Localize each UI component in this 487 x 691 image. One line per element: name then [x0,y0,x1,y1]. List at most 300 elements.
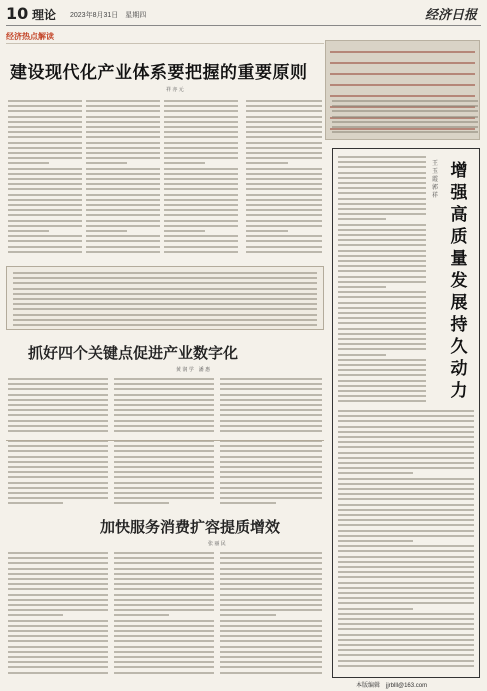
text-line [338,172,426,174]
text-line [114,609,214,611]
text-line [338,177,426,179]
text-line [86,230,127,232]
text-line [164,152,238,154]
text-line [246,209,322,211]
text-line [114,620,214,622]
text-line [114,383,214,385]
text-line [86,173,160,175]
text-line [220,656,322,658]
text-line [13,319,317,321]
text-line [246,178,322,180]
text-line [8,562,108,564]
text-line [8,583,108,585]
text-line [338,597,474,599]
text-line [114,562,214,564]
text-line [338,359,426,361]
text-line [164,246,238,248]
text-line [86,235,160,237]
text-line [13,272,317,274]
text-line [8,116,82,118]
text-line [338,281,426,283]
text-line [338,312,426,314]
text-line [338,420,474,422]
text-line [338,608,413,610]
text-line [8,599,108,601]
text-line [8,152,82,154]
text-line [338,276,426,278]
text-line [338,166,426,168]
text-line [220,552,322,554]
text-line [338,426,474,428]
text-line [164,142,238,144]
text-line [114,614,169,616]
text-line [8,568,108,570]
text-line [8,404,108,406]
text-line [164,131,238,133]
text-line [164,147,238,149]
text-line [338,488,474,490]
text-line [338,483,474,485]
text-line [338,364,426,366]
text-line [114,594,214,596]
text-line [8,625,108,627]
text-line [220,588,322,590]
text-line [338,550,474,552]
text-line [8,573,108,575]
text-line [164,178,238,180]
text-line [220,578,322,580]
text-line [8,383,108,385]
text-line [86,162,127,164]
text-line [330,73,475,75]
text-line [338,649,474,651]
text-line [246,162,288,164]
text-line [220,625,322,627]
text-line [338,530,474,532]
text-line [338,239,426,241]
text-line [338,198,426,200]
text-line [220,557,322,559]
article3-title: 加快服务消费扩容提质增效 [100,518,281,536]
section-name: 理论 [32,8,57,22]
text-line [164,157,238,159]
text-line [114,588,214,590]
text-line [338,156,426,158]
text-line [338,187,426,189]
text-line [338,286,386,288]
text-line [86,131,160,133]
text-line [338,374,426,376]
text-line [114,666,214,668]
text-line [338,472,413,474]
text-line [246,116,322,118]
article4-author: 王 玉 霞 郭 祥 [431,161,438,199]
text-line [8,235,82,237]
text-line [8,220,82,222]
text-line [338,224,426,226]
text-line [8,609,108,611]
text-line [338,582,474,584]
text-line [8,142,82,144]
text-line [8,162,49,164]
text-line [338,462,474,464]
text-line [164,100,238,102]
text-line [338,441,474,443]
text-line [338,302,426,304]
text-line [338,467,474,469]
text-line [246,251,322,253]
pull-quote-box [325,40,480,140]
text-line [338,192,426,194]
text-line [8,225,82,227]
text-line [246,183,322,185]
text-line [8,656,108,658]
text-line [8,230,49,232]
text-line [338,519,474,521]
text-line [338,380,426,382]
text-line [8,168,82,170]
text-line [220,651,322,653]
text-line [220,425,322,427]
text-line [8,620,108,622]
text-line [8,183,82,185]
text-line [8,388,108,390]
text-line [8,246,82,248]
article2-lead-box [6,266,324,330]
text-line [8,378,108,380]
text-line [86,168,160,170]
text-line [13,324,317,326]
text-line [246,157,322,159]
text-line [8,635,108,637]
text-line [246,214,322,216]
article3-author: 张 丽 民 [208,541,226,547]
text-line [330,128,475,130]
text-line [338,561,474,563]
text-line [114,656,214,658]
text-line [8,209,82,211]
text-line [8,136,82,138]
text-line [220,388,322,390]
text-line [8,173,82,175]
text-line [338,587,474,589]
text-line [338,161,426,163]
text-line [13,277,317,279]
text-line [332,105,478,107]
text-line [86,147,160,149]
text-line [164,121,238,123]
text-line [246,168,322,170]
text-line [164,220,238,222]
text-line [338,457,474,459]
text-line [338,576,474,578]
article1-title: 建设现代化产业体系要把握的重要原则 [10,63,308,83]
text-line [86,188,160,190]
text-line [220,666,322,668]
newspaper-logo: 经济日报 [424,8,477,23]
text-line [8,105,82,107]
text-line [220,614,276,616]
text-line [13,303,317,305]
text-line [338,270,426,272]
text-line [164,204,238,206]
text-line [246,220,322,222]
text-line [338,244,426,246]
text-line [164,251,238,253]
text-line [13,282,317,284]
text-line [114,672,214,674]
text-line [246,121,322,123]
text-line [338,613,474,615]
text-line [164,240,238,242]
text-line [8,578,108,580]
text-line [220,672,322,674]
text-line [164,235,238,237]
text-line [220,620,322,622]
text-line [338,452,474,454]
text-line [246,100,322,102]
article3-separator [6,440,324,511]
text-line [338,338,426,340]
text-line [246,230,288,232]
text-line [8,394,108,396]
text-line [338,343,426,345]
text-line [86,121,160,123]
text-line [8,425,108,427]
article2-author: 黄 润 学 潘 惠 [176,367,211,373]
text-line [114,635,214,637]
text-line [8,251,82,253]
text-line [8,552,108,554]
text-line [86,142,160,144]
text-line [8,126,82,128]
text-line [8,121,82,123]
text-line [338,296,426,298]
text-line [8,188,82,190]
text-line [330,51,475,53]
text-line [220,609,322,611]
text-line [338,509,474,511]
text-line [220,420,322,422]
text-line [332,126,478,128]
text-line [8,194,82,196]
text-line [338,628,474,630]
text-line [338,623,474,625]
text-line [338,348,426,350]
text-line [338,291,426,293]
text-line [338,203,426,205]
text-line [13,288,317,290]
text-line [114,394,214,396]
text-line [246,225,322,227]
text-line [220,383,322,385]
text-line [246,173,322,175]
text-line [8,147,82,149]
text-line [86,209,160,211]
text-line [114,625,214,627]
text-line [338,410,474,412]
text-line [86,136,160,138]
text-line [164,162,205,164]
tag-rule [6,43,324,44]
text-line [114,599,214,601]
text-line [338,592,474,594]
text-line [246,246,322,248]
text-line [246,188,322,190]
text-line [338,354,386,356]
text-line [220,399,322,401]
text-line [8,110,82,112]
top-rule [6,25,481,26]
text-line [332,131,478,133]
text-line [164,209,238,211]
text-line [114,414,214,416]
text-line [8,640,108,642]
text-line [86,204,160,206]
text-line [246,235,322,237]
page-footer: 本版编辑 jjrblll@163.com [356,683,428,689]
text-line [86,240,160,242]
text-line [338,218,386,220]
text-line [86,116,160,118]
text-line [86,199,160,201]
text-line [8,178,82,180]
text-line [86,126,160,128]
text-line [114,568,214,570]
article1-author: 祥 亦 元 [166,87,184,93]
text-line [164,230,205,232]
text-line [114,425,214,427]
text-line [246,194,322,196]
text-line [8,651,108,653]
text-line [8,420,108,422]
text-line [8,588,108,590]
text-line [86,110,160,112]
text-line [338,540,413,542]
text-line [114,409,214,411]
text-line [8,604,108,606]
text-line [338,504,474,506]
text-line [164,199,238,201]
text-line [164,188,238,190]
article2-title: 抓好四个关键点促进产业数字化 [28,344,239,362]
text-line [86,105,160,107]
text-line [86,214,160,216]
text-line [86,100,160,102]
text-line [338,665,474,667]
text-line [332,121,478,123]
text-line [338,250,426,252]
text-line [86,183,160,185]
text-line [114,404,214,406]
text-line [86,157,160,159]
text-line [164,126,238,128]
text-line [114,552,214,554]
text-line [220,583,322,585]
text-line [338,478,474,480]
text-line [164,214,238,216]
text-line [338,213,426,215]
text-line [220,414,322,416]
text-line [338,400,426,402]
text-line [338,395,426,397]
text-line [220,630,322,632]
text-line [8,646,108,648]
text-line [86,194,160,196]
text-line [338,431,474,433]
text-line [332,110,478,112]
text-line [338,436,474,438]
text-line [246,240,322,242]
text-line [220,661,322,663]
text-line [220,640,322,642]
text-line [114,651,214,653]
text-line [338,229,426,231]
text-line [114,378,214,380]
text-line [8,661,108,663]
text-line [220,562,322,564]
text-line [220,604,322,606]
text-line [164,183,238,185]
text-line [338,255,426,257]
text-line [114,430,214,432]
text-line [246,204,322,206]
text-line [338,182,426,184]
text-line [164,116,238,118]
text-line [13,293,317,295]
text-line [114,557,214,559]
text-line [13,308,317,310]
text-line [8,666,108,668]
text-line [246,136,322,138]
text-line [13,298,317,300]
text-line [8,672,108,674]
article4-title: 增 强 高 质 量 发 展 持 久 动 力 [450,161,468,401]
text-line [220,409,322,411]
text-line [338,317,426,319]
text-line [8,614,63,616]
text-line [164,105,238,107]
text-line [338,385,426,387]
text-line [338,571,474,573]
text-line [86,246,160,248]
text-line [86,251,160,253]
text-line [114,388,214,390]
text-line [338,634,474,636]
text-line [338,660,474,662]
text-line [114,604,214,606]
text-line [220,635,322,637]
text-line [220,404,322,406]
text-line [338,618,474,620]
text-line [338,328,426,330]
text-line [114,399,214,401]
text-line [332,116,478,118]
text-line [338,307,426,309]
text-line [246,131,322,133]
text-line [13,314,317,316]
text-line [220,594,322,596]
text-line [164,194,238,196]
text-line [86,152,160,154]
issue-date: 2023年8月31日 星期四 [70,12,147,19]
text-line [114,630,214,632]
text-line [114,583,214,585]
text-line [338,415,474,417]
text-line [330,95,475,97]
text-line [164,168,238,170]
text-line [338,390,426,392]
